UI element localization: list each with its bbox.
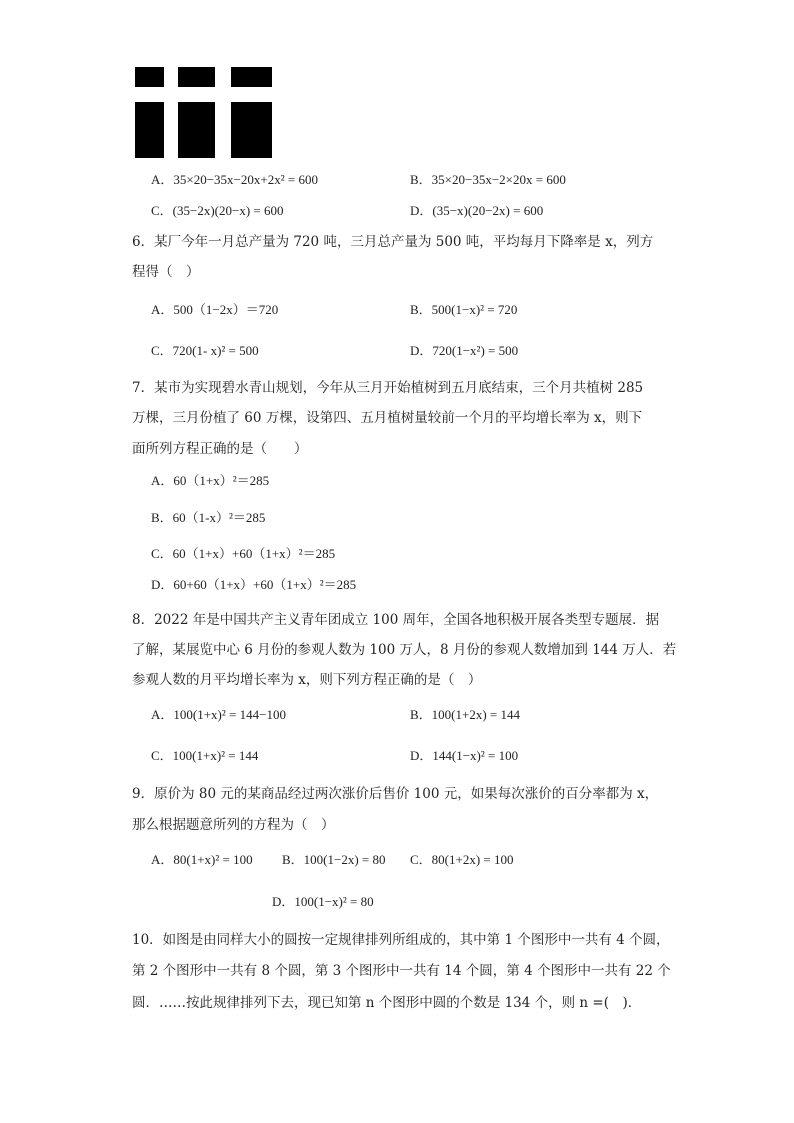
q8-option-b: B．100(1+2x) = 144 bbox=[410, 707, 520, 722]
q8-stem-line-3: 参观人数的月平均增长率为 x，则下列方程正确的是（ ） bbox=[132, 672, 482, 688]
q6-option-b: B．500(1−x)² = 720 bbox=[410, 302, 518, 317]
q6-stem-line-1: 6．某厂今年一月总产量为 720 吨，三月总产量为 500 吨，平均每月下降率是 x，列方 bbox=[132, 234, 654, 250]
q8-option-c: C．100(1+x)² = 144 bbox=[151, 748, 259, 763]
figure-block-top-2 bbox=[178, 67, 215, 87]
q6-option-d: D．720(1−x²) = 500 bbox=[410, 343, 519, 358]
figure-block-bottom-1 bbox=[135, 102, 164, 158]
q8-stem-line-1: 8．2022 年是中国共产主义青年团成立 100 周年，全国各地积极开展各类型专题展．据 bbox=[132, 612, 660, 628]
q10-stem-line-2: 第 2 个图形中一共有 8 个圆，第 3 个图形中一共有 14 个圆，第 4 个图形中一共有 22 个 bbox=[132, 963, 671, 979]
q5-option-a: A．35×20−35x−20x+2x² = 600 bbox=[151, 172, 318, 187]
q9-stem-line-1: 9．原价为 80 元的某商品经过两次涨价后售价 100 元，如果每次涨价的百分率都为 x， bbox=[132, 786, 659, 802]
q8-option-d: D．144(1−x)² = 100 bbox=[410, 748, 519, 763]
q7-option-a: A．60（1+x）²＝285 bbox=[151, 473, 270, 488]
figure-block-bottom-2 bbox=[178, 102, 215, 158]
q8-stem-line-2: 了解，某展览中心 6 月份的参观人数为 100 万人，8 月份的参观人数增加到 144 万人．若 bbox=[132, 642, 677, 658]
q7-stem-line-1: 7．某市为实现碧水青山规划，今年从三月开始植树到五月底结束，三个月共植树 285 bbox=[132, 380, 644, 396]
q6-stem-line-2: 程得（ ） bbox=[132, 264, 200, 280]
figure-block-top-3 bbox=[231, 67, 272, 87]
q6-option-a: A．500（1−2x）＝720 bbox=[151, 302, 279, 317]
q6-option-c: C．720(1- x)² = 500 bbox=[151, 343, 259, 358]
q5-option-b: B．35×20−35x−2×20x = 600 bbox=[410, 172, 566, 187]
q9-option-c: C．80(1+2x) = 100 bbox=[410, 852, 514, 867]
q9-option-a: A．80(1+x)² = 100 bbox=[151, 852, 253, 867]
q7-option-c: C．60（1+x）+60（1+x）²＝285 bbox=[151, 546, 336, 561]
q7-option-d: D．60+60（1+x）+60（1+x）²＝285 bbox=[151, 577, 357, 592]
q9-option-b: B．100(1−2x) = 80 bbox=[282, 852, 386, 867]
q7-stem-line-2: 万棵，三月份植了 60 万棵，设第四、五月植树量较前一个月的平均增长率为 x，则下 bbox=[132, 410, 643, 426]
q5-option-c: C．(35−2x)(20−x) = 600 bbox=[151, 203, 284, 218]
q10-stem-line-1: 10．如图是由同样大小的圆按一定规律排列所组成的，其中第 1 个图形中一共有 4 个圆， bbox=[132, 932, 670, 948]
q7-stem-line-3: 面所列方程正确的是（ ） bbox=[132, 441, 308, 457]
figure-block-top-1 bbox=[135, 67, 164, 87]
q9-stem-line-2: 那么根据题意所列的方程为（ ） bbox=[132, 817, 335, 833]
q10-stem-line-3: 圆．……按此规律排列下去，现已知第 n 个图形中圆的个数是 134 个，则 n =( )． bbox=[132, 995, 642, 1011]
q9-option-d: D．100(1−x)² = 80 bbox=[272, 894, 374, 909]
figure-block-bottom-3 bbox=[231, 102, 272, 158]
q5-option-d: D．(35−x)(20−2x) = 600 bbox=[410, 203, 544, 218]
q8-option-a: A．100(1+x)² = 144−100 bbox=[151, 707, 286, 722]
q7-option-b: B．60（1-x）²＝285 bbox=[151, 510, 266, 525]
